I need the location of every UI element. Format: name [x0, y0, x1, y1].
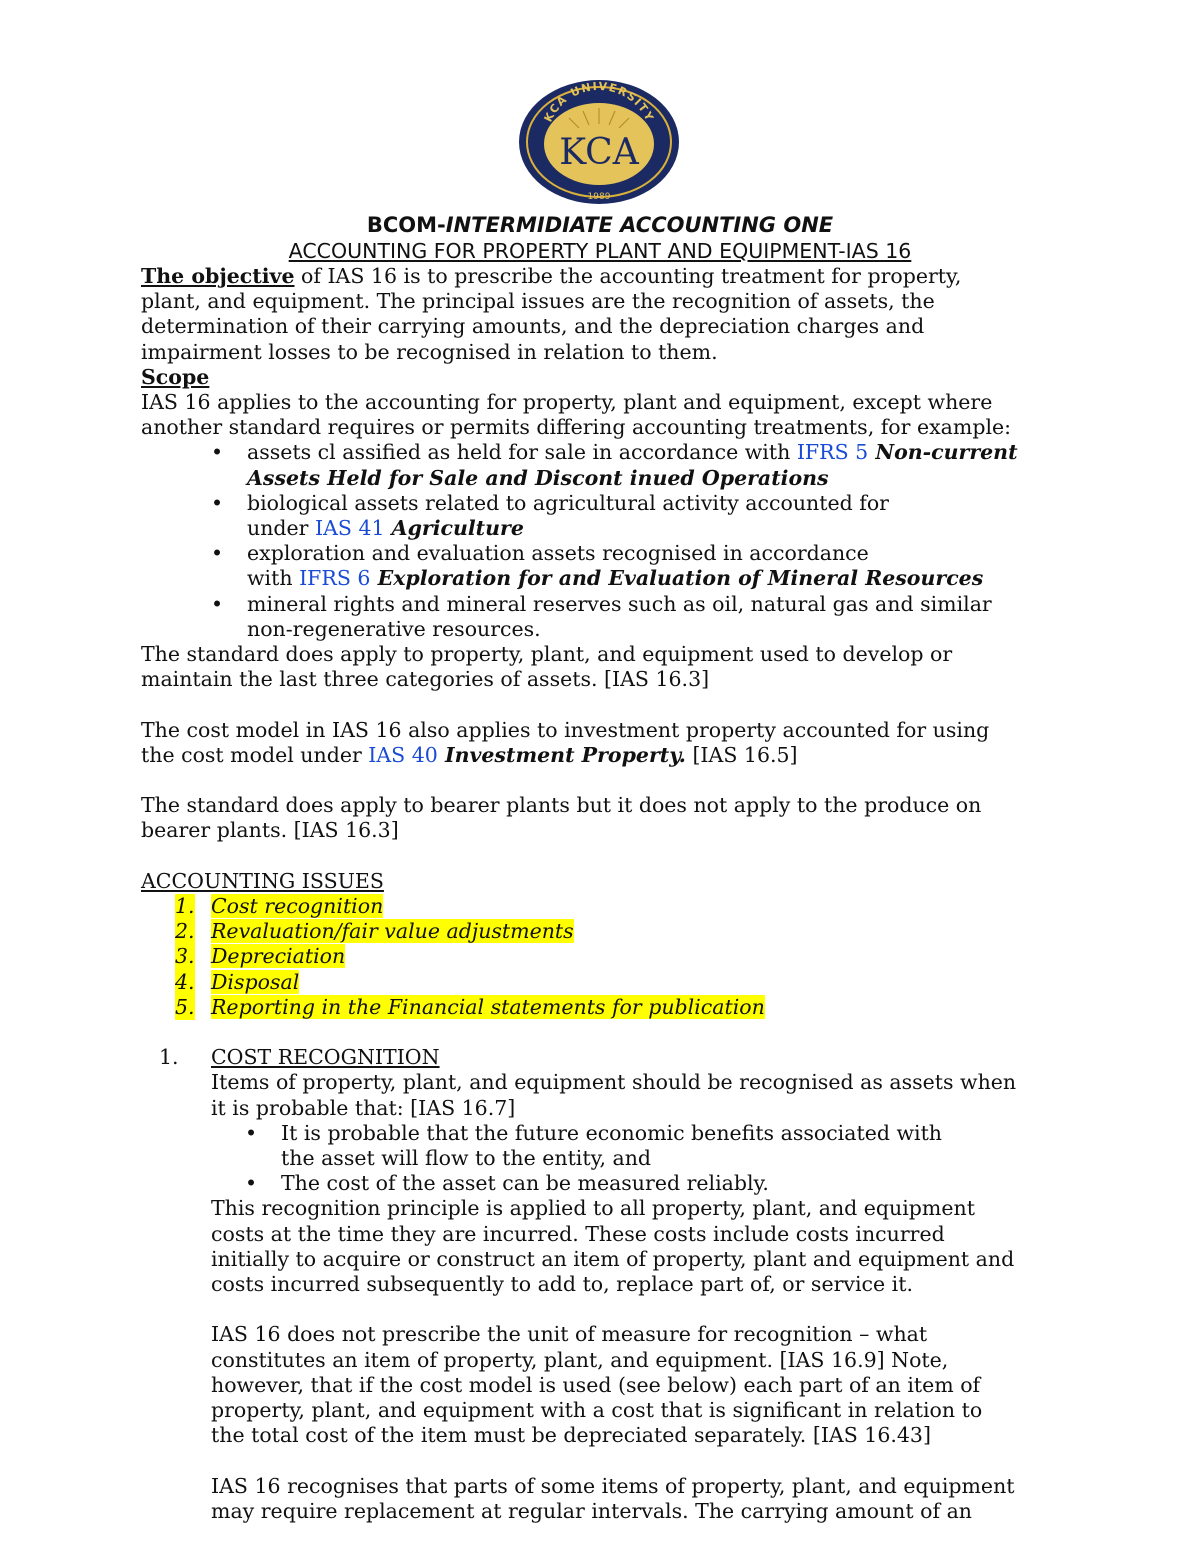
recognition-criteria-list	[141, 1121, 1071, 1197]
document-body: The objective of IAS 16 is to prescribe the accounting treatment for property, plant, and equipment. The principal issues are the recognition of assets, the determination of their carrying amounts, and the depreciation charges and impairment losses to be recognised in relation to them. Scope IAS 16 applies to the accounting for property, plant and equipment, except where another standard requires or permits differing accounting treatments, for example: • assets cl assified as held for sale in accordance with IFRS 5 Non-current Assets Held for Sale and Discont inued Operations • biological assets related to agricultural activity accounted for under IAS 41 Agriculture • exploration and evaluation assets recognised in accordance with IFRS 6 Exploration for and Evaluation of Mineral Resources • mineral rights and mineral reserves such as oil, natural gas and similar non-regenerative resources. The standard does apply to property, plant, and equipment used to develop or maintain the last three categories of assets. [IAS 16.3] The cost model in IAS 16 also applies to investment property accounted for using the cost model under IAS 40 Investment Property. [IAS 16.5] The standard does apply to bearer plants but it does not apply to the produce on bearer plants. [IAS 16.3] ACCOUNTING ISSUES 1. Cost recognition 2. Revaluation/fair value adjustments 3. Depreciation 4. Disposal 5. Reporting in the Financial statements for publication 1. COST RECOGNITION Items of property, plant, and equipment should be recognised as assets when it is probable that: [IAS 16.7] • It is probable that the future economic benefits associated with the asset will flow to the entity, and • The cost of the asset can be measured reliably. This recognition principle is applied to all property, plant, and equipment costs at the time they are incurred. These costs include costs incurred initially to acquire or construct an item of property, plant and equipment and costs incurred subsequently to add to, replace part of, or service it. IAS 16 does not prescribe the unit of measure for recognition – what constitutes an item of property, plant, and equipment. [IAS 16.9] Note, however, that if the cost model is used (see below) each part of an item of property, plant, and equipment with a cost that is significant in relation to the total cost of the item must be depreciated separately. [IAS 16.43] IAS 16 recognises that parts of some items of property, plant, and equipment may require replacement at regular intervals. The carrying amount of an	[141, 264, 1071, 1524]
cost-recognition-section: 1. COST RECOGNITION Items of property, plant, and equipment should be recognised as assets when it is probable that: [IAS 16.7] • It is probable that the future economic benefits associated with the asset will flow to the entity, and • The cost of the asset can be measured reliably. This recognition principle is applied to all property, plant, and equipment costs at the time they are incurred. These costs include costs incurred initially to acquire or construct an item of property, plant and equipment and costs incurred subsequently to add to, replace part of, or service it. IAS 16 does not prescribe the unit of measure for recognition – what constitutes an item of property, plant, and equipment. [IAS 16.9] Note, however, that if the cost model is used (see below) each part of an item of property, plant, and equipment with a cost that is significant in relation to the total cost of the item must be depreciated separately. [IAS 16.43] IAS 16 recognises that parts of some items of property, plant, and equipment may require replacement at regular intervals. The carrying amount of an	[141, 1045, 1071, 1524]
objective-paragraph: The objective of IAS 16 is to prescribe the accounting treatment for property,	[141, 264, 962, 288]
svg-text:KCA UNIVERSITY: KCA UNIVERSITY	[541, 79, 657, 125]
list-item: 3. Depreciation	[175, 944, 346, 969]
list-item: • exploration and evaluation assets recognised in accordance with IFRS 6 Exploration for and Evaluation of Mineral Resources	[211, 541, 984, 591]
ifrs5-link[interactable]: IFRS 5	[796, 440, 869, 465]
list-item: • assets cl assified as held for sale in accordance with IFRS 5 Non-current Assets Held for Sale and Discont inued Operations	[211, 440, 1018, 490]
ias40-link[interactable]: IAS 40	[368, 742, 438, 767]
scope-heading: Scope	[141, 364, 210, 389]
list-item: 2. Revaluation/fair value adjustments	[175, 919, 574, 944]
ias41-link[interactable]: IAS 41	[314, 516, 385, 541]
ifrs6-link[interactable]: IFRS 6	[299, 566, 371, 591]
scope-exclusions-list	[141, 440, 1071, 642]
accounting-issues-list	[141, 894, 1071, 1020]
document-title: BCOM-INTERMIDIATE ACCOUNTING ONE	[366, 213, 834, 237]
list-item: 1. Cost recognition	[175, 894, 384, 919]
list-item: • It is probable that the future economic benefits associated with the asset will flow to the entity, and	[245, 1120, 943, 1171]
logo-seal-icon	[517, 78, 681, 206]
list-item: 5. Reporting in the Financial statements for publication	[175, 994, 765, 1019]
list-item: 4. Disposal	[175, 969, 300, 994]
document-subtitle: ACCOUNTING FOR PROPERTY PLANT AND EQUIPMENT-IAS 16	[288, 239, 912, 263]
list-item: • biological assets related to agricultural activity accounted for under IAS 41 Agriculture	[211, 490, 889, 541]
svg-text:1989: 1989	[587, 192, 611, 202]
cost-recognition-heading: 1. COST RECOGNITION	[159, 1045, 440, 1070]
kca-university-logo	[517, 78, 681, 206]
list-item: • The cost of the asset can be measured reliably.	[245, 1171, 769, 1196]
list-item: • mineral rights and mineral reserves such as oil, natural gas and similar non-regenerative resources.	[211, 591, 992, 641]
svg-text:KCA: KCA	[559, 132, 639, 173]
accounting-issues-heading: ACCOUNTING ISSUES	[141, 868, 384, 893]
